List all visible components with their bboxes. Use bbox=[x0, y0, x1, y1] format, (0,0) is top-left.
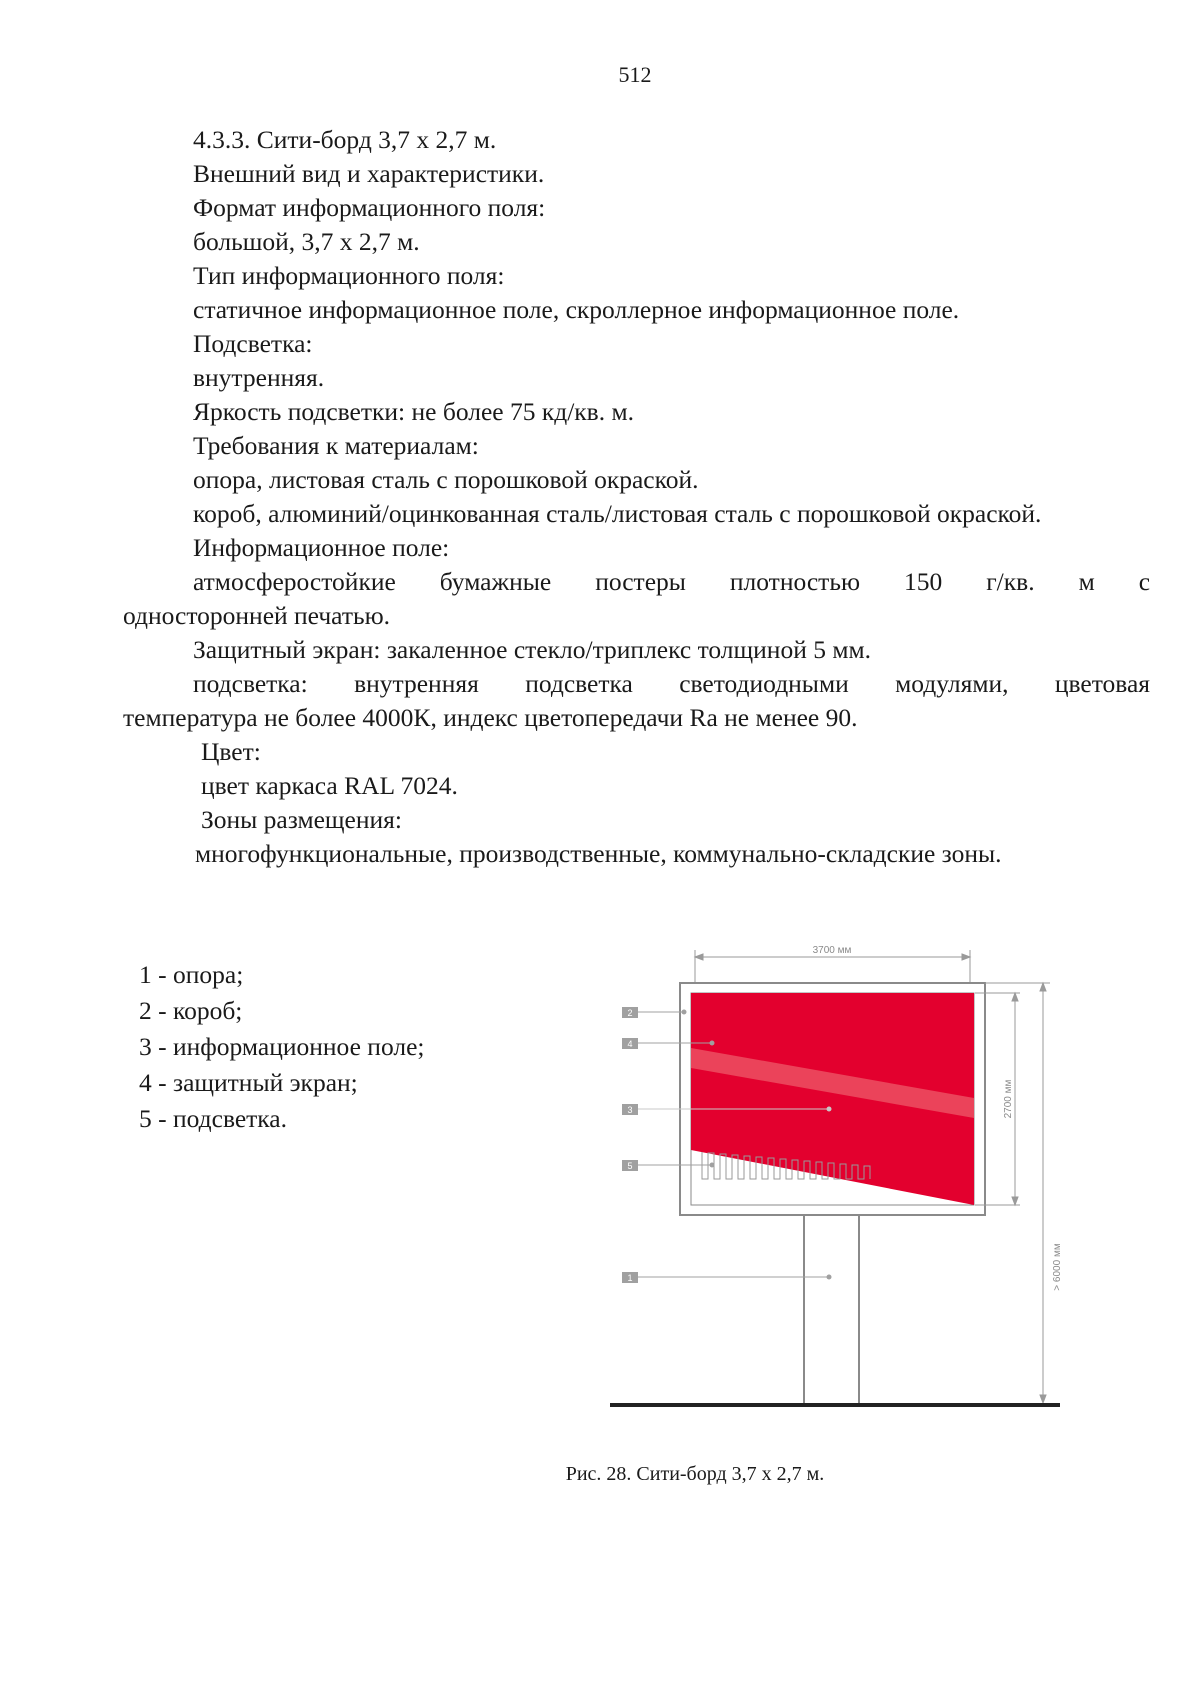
word: внутренняя bbox=[354, 669, 479, 698]
legend-item: 1 - опора; bbox=[139, 960, 244, 989]
text-line: короб, алюминий/оцинкованная сталь/листовая сталь с порошковой окраской. bbox=[193, 499, 1042, 528]
word: подсветка bbox=[525, 669, 633, 698]
callout-1-label: 1 bbox=[627, 1273, 633, 1283]
callout-1 bbox=[622, 1272, 832, 1283]
word: г/кв. bbox=[986, 567, 1035, 596]
text-line: Подсветка: bbox=[193, 329, 313, 358]
page-number: 512 bbox=[618, 62, 652, 87]
text-line: Защитный экран: закаленное стекло/триплекс толщиной 5 мм. bbox=[193, 635, 871, 664]
word: постеры bbox=[595, 567, 686, 596]
text-line: односторонней печатью. bbox=[123, 601, 391, 630]
figure-legend bbox=[139, 957, 424, 1137]
info-field-line bbox=[193, 565, 1150, 599]
legend-item: 3 - информационное поле; bbox=[139, 1032, 425, 1061]
section-heading: 4.3.3. Сити-борд 3,7 х 2,7 м. bbox=[193, 125, 497, 154]
word: с bbox=[1138, 567, 1151, 596]
text-line: Зоны размещения: bbox=[201, 805, 402, 834]
callout-2-label: 2 bbox=[627, 1008, 633, 1018]
text-line: опора, листовая сталь с порошковой окраской. bbox=[193, 465, 699, 494]
figure-caption: Рис. 28. Сити-борд 3,7 х 2,7 м. bbox=[565, 1463, 825, 1485]
text-line: цвет каркаса RAL 7024. bbox=[201, 771, 458, 800]
width-dimension-label: 3700 мм bbox=[812, 945, 852, 956]
word: светодиодными bbox=[679, 669, 849, 698]
text-line: Требования к материалам: bbox=[193, 431, 479, 460]
text-line: температура не более 4000К, индекс цветопередачи Ra не менее 90. bbox=[123, 703, 858, 732]
text-line: статичное информационное поле, скроллерное информационное поле. bbox=[193, 295, 960, 324]
text-line: Яркость подсветки: не более 75 кд/кв. м. bbox=[193, 397, 634, 426]
callout-3-label: 3 bbox=[627, 1105, 633, 1115]
word: атмосферостойкие bbox=[193, 567, 396, 596]
total-height-dimension bbox=[985, 983, 1050, 1403]
text-line: Тип информационного поля: bbox=[193, 261, 505, 290]
callout-2 bbox=[622, 1007, 687, 1018]
text-line: Внешний вид и характеристики. bbox=[193, 159, 545, 188]
legend-item: 5 - подсветка. bbox=[139, 1104, 287, 1133]
legend-item: 2 - короб; bbox=[139, 996, 243, 1025]
word: подсветка: bbox=[193, 669, 308, 698]
text-line: большой, 3,7 х 2,7 м. bbox=[193, 227, 420, 256]
word: плотностью bbox=[729, 567, 860, 596]
legend-item: 4 - защитный экран; bbox=[139, 1068, 358, 1097]
city-board-drawing bbox=[600, 935, 1070, 1435]
word: м bbox=[1078, 567, 1095, 596]
callout-4-label: 4 bbox=[627, 1039, 633, 1049]
lighting-line bbox=[193, 667, 1150, 701]
word: бумажные bbox=[439, 567, 552, 596]
text-line: внутренняя. bbox=[193, 363, 325, 392]
text-line: многофункциональные, производственные, коммунально-складские зоны. bbox=[195, 839, 1002, 868]
word: 150 bbox=[903, 567, 943, 596]
text-line: Цвет: bbox=[201, 737, 261, 766]
callout-5-label: 5 bbox=[627, 1161, 633, 1171]
text-line: Формат информационного поля: bbox=[193, 193, 546, 222]
word: цветовая bbox=[1054, 669, 1151, 698]
height-dimension-label: 2700 мм bbox=[1003, 1079, 1014, 1119]
total-height-dimension-label: > 6000 мм bbox=[1052, 1243, 1063, 1291]
text-line: Информационное поле: bbox=[193, 533, 450, 562]
word: модулями, bbox=[895, 669, 1009, 698]
